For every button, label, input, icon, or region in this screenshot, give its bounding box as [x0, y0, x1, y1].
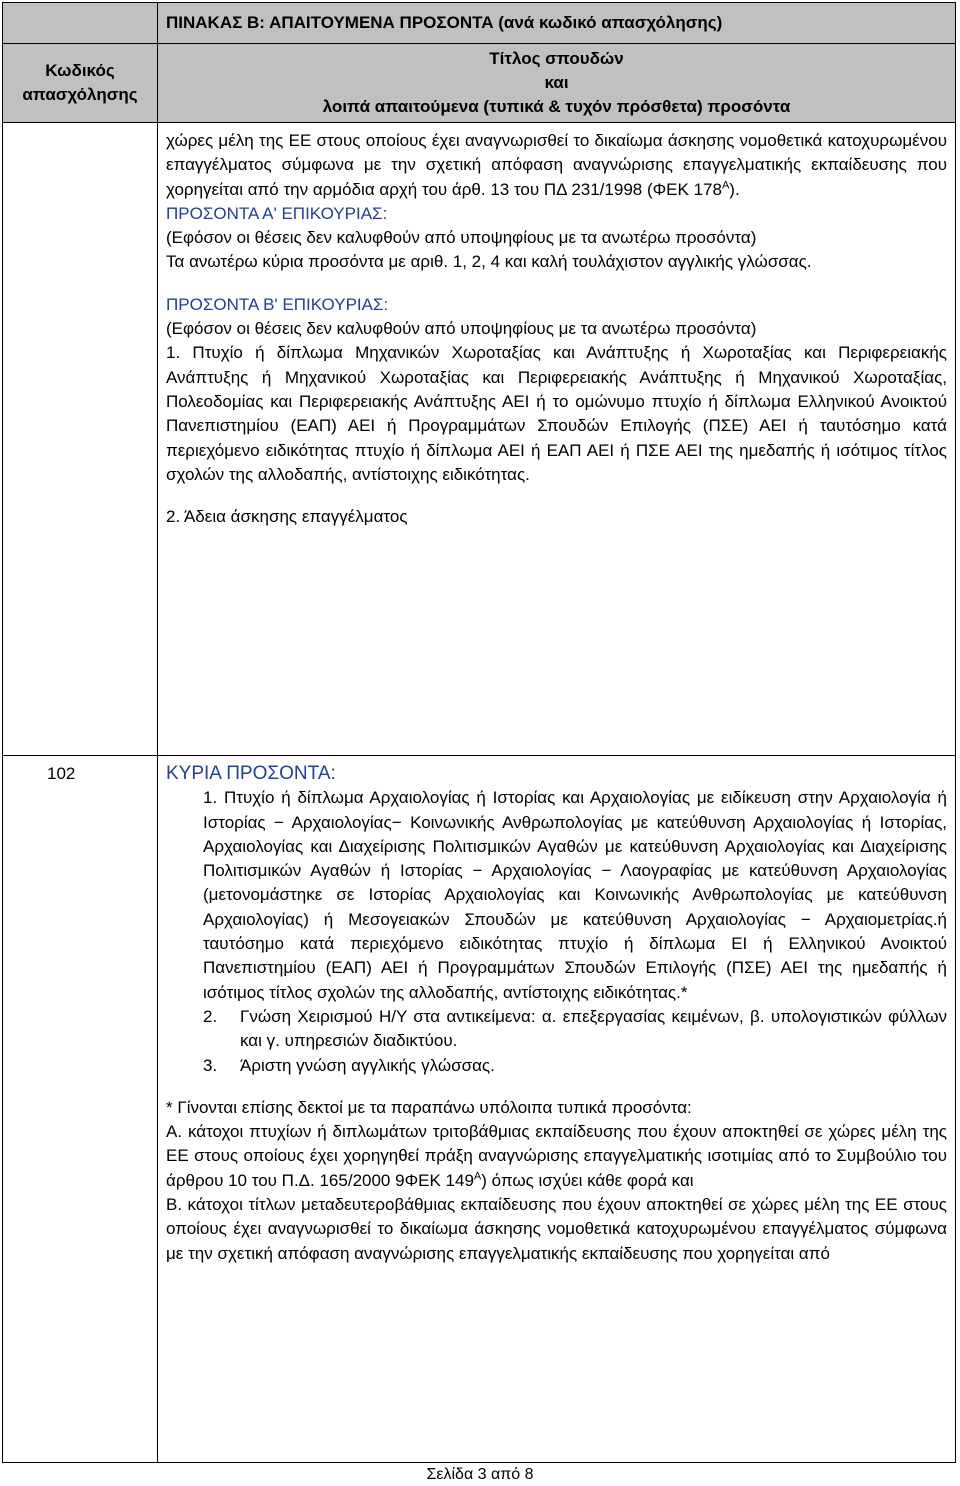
header-code-line2: απασχόλησης [22, 85, 138, 104]
table-title: ΠΙΝΑΚΑΣ Β: ΑΠΑΙΤΟΥΜΕΝΑ ΠΡΟΣΟΝΤΑ (ανά κωδικό απασχόλησης) [166, 13, 723, 32]
header-title-line1: Τίτλος σπουδών [489, 49, 624, 68]
a-heading: ΠΡΟΣΟΝΤΑ Α' ΕΠΙΚΟΥΡΙΑΣ: [166, 203, 388, 223]
main-item-1: 1. Πτυχίο ή δίπλωμα Αρχαιολογίας ή Ιστορίας και Αρχαιολογίας με ειδίκευση στην Αρχαιολογία ή Ιστορίας − Αρχαιολογίας− Κοινωνικής Ανθρωπολογίας με κατεύθυνση Αρχαιολογίας ή Ιστορίας, Αρχαιολογίας και Διαχείρισης Πολιτισμικών Αγαθών με κατεύθυνση Αρχαιολογίας και Διαχείρισης Πολιτισμικών Αγαθών ή Ιστορίας − Αρχαιολογίας − Λαογραφίας με κατεύθυνση Αρχαιολογίας (μετονομάστηκε σε Ιστορίας Αρχαιολογίας και Κοινωνικής Ανθρωπολογίας με κατεύθυνση Αρχαιολογίας) ή Μεσογειακών Σπουδών με κατεύθυνση Αρχαιολογίας − Αρχαιομετρίας.ή ταυτόσημο κατά περιεχόμενο ειδικότητας πτυχίο ή δίπλωμα ΕΙ ή Ελληνικού Ανοικτού Πανεπιστημίου (ΕΑΠ) ΑΕΙ ή Προγραμμάτων Σπουδών Επιλογής (ΠΣΕ) ΑΕΙ της ημεδαπής ή ισότιμος τίτλος σχολών της αλλοδαπής, αντίστοιχης ειδικότητας.* [203, 788, 947, 1002]
b-item-1: 1. Πτυχίο ή δίπλωμα Μηχανικών Χωροταξίας και Ανάπτυξης ή Χωροταξίας και Περιφερειακής Ανάπτυξης ή Μηχανικού Χωροταξίας και Περιφερειακής Ανάπτυξης ή Μηχανικού Χωροταξίας, Πολεοδομίας και Περιφερειακής Ανάπτυξης ΑΕΙ ή το ομώνυμο πτυχίο ή δίπλωμα Ελληνικού Ανοικτού Πανεπιστημίου (ΕΑΠ) ΑΕΙ ή Προγραμμάτων Σπουδών Επιλογής (ΠΣΕ) ΑΕΙ ή ταυτόσημο κατά περιεχόμενο ειδικότητας πτυχίο ή δίπλωμα ΑΕΙ ή ΕΑΠ ΑΕΙ ή ΠΣΕ ΑΕΙ της ημεδαπής ή ισότιμος τίτλος σχολών της αλλοδαπής, αντίστοιχης ειδικότητας. [166, 343, 947, 484]
note-intro: * Γίνονται επίσης δεκτοί με τα παραπάνω υπόλοιπα τυπικά προσόντα: [166, 1097, 692, 1117]
requirements-table [2, 2, 956, 1463]
header-title-line2: και [544, 73, 569, 92]
main-item-3: 3. Άριστη γνώση αγγλικής γλώσσας. [203, 1055, 495, 1075]
note-b: Β. κάτοχοι τίτλων μεταδευτεροβάθμιας εκπαίδευσης που έχουν αποκτηθεί σε χώρες μέλη της ΕΕ στους οποίους έχει αναγνωρισθεί το δικαίωμα άσκησης νομοθετικά κατοχυρωμένου επαγγέλματος σύμφωνα με την σχετική απόφαση αναγνώρισης επαγγελματικής εκπαίδευσης που χορηγείται από [166, 1195, 947, 1263]
row1-intro: χώρες μέλη της ΕΕ στους οποίους έχει αναγνωρισθεί το δικαίωμα άσκησης νομοθετικά κατοχυρωμένου επαγγέλματος σύμφωνα με την σχετική απόφαση αναγνώρισης επαγγελματικής εκπαίδευσης που χορηγείται από την αρμόδια αρχή του άρθ. 13 του ΠΔ 231/1998 (ΦΕΚ $178^A$). [166, 131, 947, 199]
row1-content-cell [158, 123, 956, 756]
header-title-line3: λοιπά απαιτούμενα (τυπικά & τυχόν πρόσθετα) προσόντα [322, 97, 791, 116]
row2-code-cell [3, 756, 158, 1463]
main-item-2: 2. Γνώση Χειρισμού Η/Υ στα αντικείμενα: α. επεξεργασίας κειμένων, β. υπολογιστικών φύλλων και γ. υπηρεσιών διαδικτύου. [203, 1006, 947, 1051]
a-text: Τα ανωτέρω κύρια προσόντα με αριθ. 1, 2, 4 και καλή τουλάχιστον αγγλικής γλώσσας. [166, 252, 812, 272]
b-condition: (Εφόσον οι θέσεις δεν καλυφθούν από υποψηφίους με τα ανωτέρω προσόντα) [166, 319, 757, 339]
row2-content-cell [158, 756, 956, 1463]
header-code-line1: Κωδικός [45, 61, 115, 80]
employment-code: 102 [47, 764, 76, 783]
row1-code-cell [3, 123, 158, 756]
title-band-left [3, 3, 158, 44]
header-title-cell [158, 44, 956, 123]
a-condition: (Εφόσον οι θέσεις δεν καλυφθούν από υποψηφίους με τα ανωτέρω προσόντα) [166, 228, 757, 248]
note-a: Α. κάτοχοι πτυχίων ή διπλωμάτων τριτοβάθμιας εκπαίδευσης που έχουν αποκτηθεί σε χώρες μέλη της ΕΕ στους οποίους έχει χορηγηθεί πράξη αναγνώρισης επαγγελματικής ισοτιμίας από το Συμβούλιο του άρθρου 10 του Π.Δ. 165/2000 9ΦΕΚ $149^A$) όπως ισχύει κάθε φορά και [166, 1122, 947, 1190]
header-code-cell [3, 44, 158, 123]
main-qualifications-heading: ΚΥΡΙΑ ΠΡΟΣΟΝΤΑ: [166, 763, 336, 784]
b-heading: ΠΡΟΣΟΝΤΑ Β' ΕΠΙΚΟΥΡΙΑΣ: [166, 294, 389, 314]
table-title-cell [158, 3, 956, 44]
b-item-2: 2. Άδεια άσκησης επαγγέλματος [166, 507, 408, 527]
page-footer: Σελίδα 3 από 8 [426, 1466, 534, 1483]
